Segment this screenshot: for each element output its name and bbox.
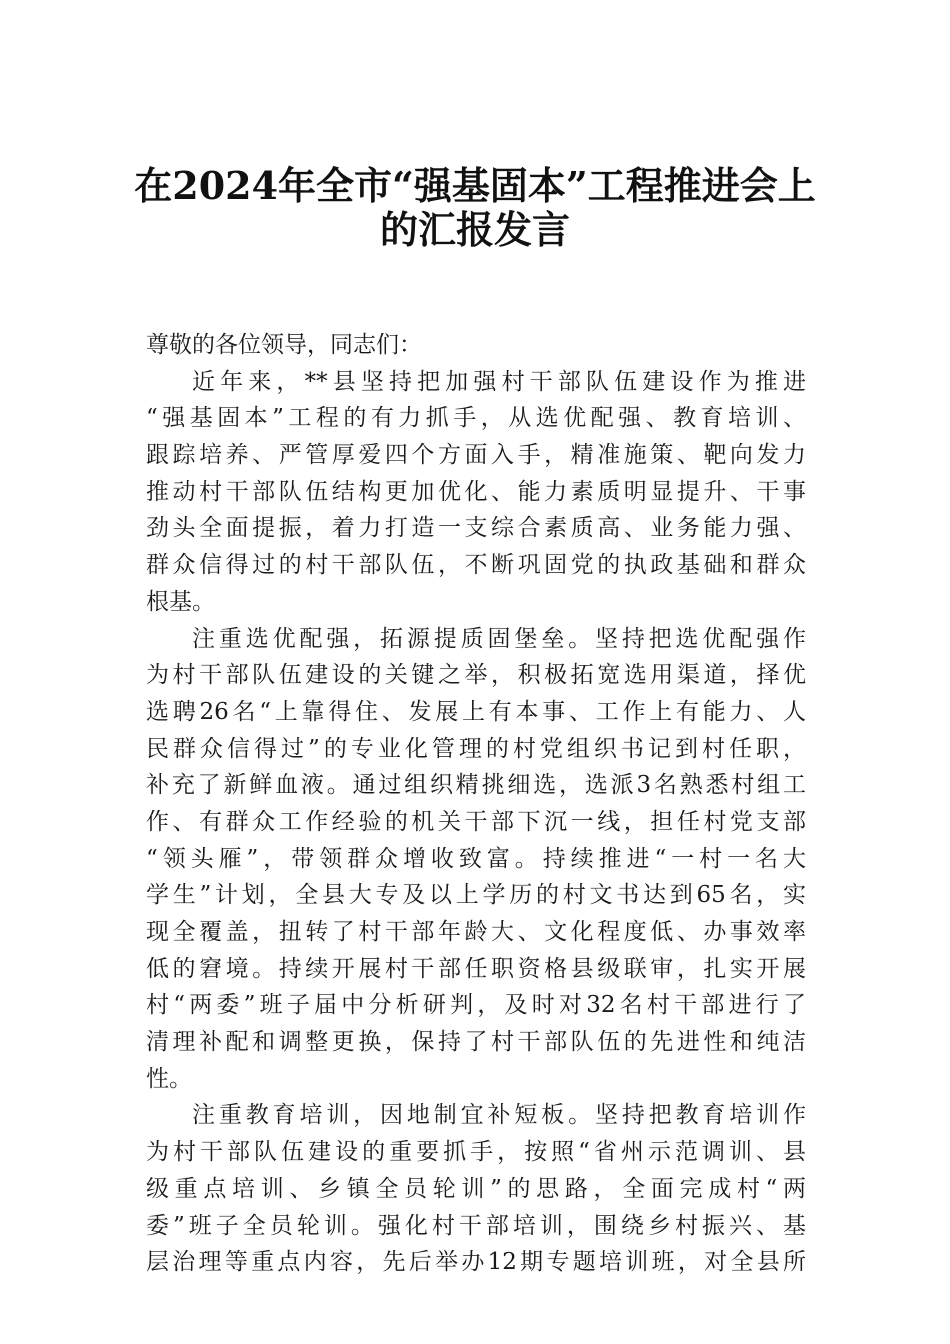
paragraph-line: “强基固本”工程的有力抓手，从选优配强、教育培训、 (146, 405, 806, 432)
document-title-line-1: 在2024年全市“强基固本”工程推进会上 (134, 163, 816, 208)
paragraph-line: 层治理等重点内容，先后举办12期专题培训班，对全县所 (146, 1249, 806, 1276)
paragraph-line: 现全覆盖，扭转了村干部年龄大、文化程度低、办事效率 (146, 919, 806, 945)
paragraph-line: 清理补配和调整更换，保持了村干部队伍的先进性和纯洁 (146, 1029, 806, 1056)
salutation-line: 尊敬的各位领导，同志们： (146, 332, 422, 358)
document-body (146, 327, 806, 1281)
paragraph-line: 注重选优配强，拓源提质固堡垒。坚持把选优配强作 (192, 625, 806, 652)
paragraph-line: 民群众信得过”的专业化管理的村党组织书记到村任职， (146, 735, 806, 762)
paragraph-line: 跟踪培养、严管厚爱四个方面入手，精准施策、靶向发力 (146, 442, 806, 469)
paragraph-line: 注重教育培训，因地制宜补短板。坚持把教育培训作 (192, 1102, 806, 1129)
paragraph-line: 劲头全面提振，着力打造一支综合素质高、业务能力强、 (146, 515, 806, 542)
document-title-line-2: 的汇报发言 (379, 207, 570, 252)
paragraph-line: 补充了新鲜血液。通过组织精挑细选，选派3名熟悉村组工 (146, 772, 806, 799)
paragraph-line: 近年来，**县坚持把加强村干部队伍建设作为推进 (192, 368, 806, 395)
paragraph-line: 为村干部队伍建设的重要抓手，按照“省州示范调训、县 (146, 1139, 806, 1166)
paragraph-line: 为村干部队伍建设的关键之举，积极拓宽选用渠道，择优 (146, 662, 806, 689)
paragraph-line: 选聘26名“上靠得住、发展上有本事、工作上有能力、人 (146, 698, 806, 725)
paragraph-line: 作、有群众工作经验的机关干部下沉一线，担任村党支部 (146, 808, 806, 835)
paragraph-line: 推动村干部队伍结构更加优化、能力素质明显提升、干事 (146, 478, 806, 505)
paragraph-line: 村“两委”班子届中分析研判，及时对32名村干部进行了 (146, 992, 806, 1019)
paragraph-line: 级重点培训、乡镇全员轮训”的思路，全面完成村“两 (146, 1175, 806, 1202)
paragraph-line: “领头雁”，带领群众增收致富。持续推进“一村一名大 (146, 845, 806, 872)
paragraph-line: 低的窘境。持续开展村干部任职资格县级联审，扎实开展 (146, 955, 806, 982)
paragraph-line: 性。 (146, 1065, 192, 1092)
paragraph-line: 学生”计划，全县大专及以上学历的村文书达到65名，实 (146, 882, 806, 909)
paragraph-line: 群众信得过的村干部队伍，不断巩固党的执政基础和群众 (146, 552, 806, 579)
paragraph-line: 根基。 (146, 588, 215, 615)
paragraph-line: 委”班子全员轮训。强化村干部培训，围绕乡村振兴、基 (146, 1212, 806, 1239)
